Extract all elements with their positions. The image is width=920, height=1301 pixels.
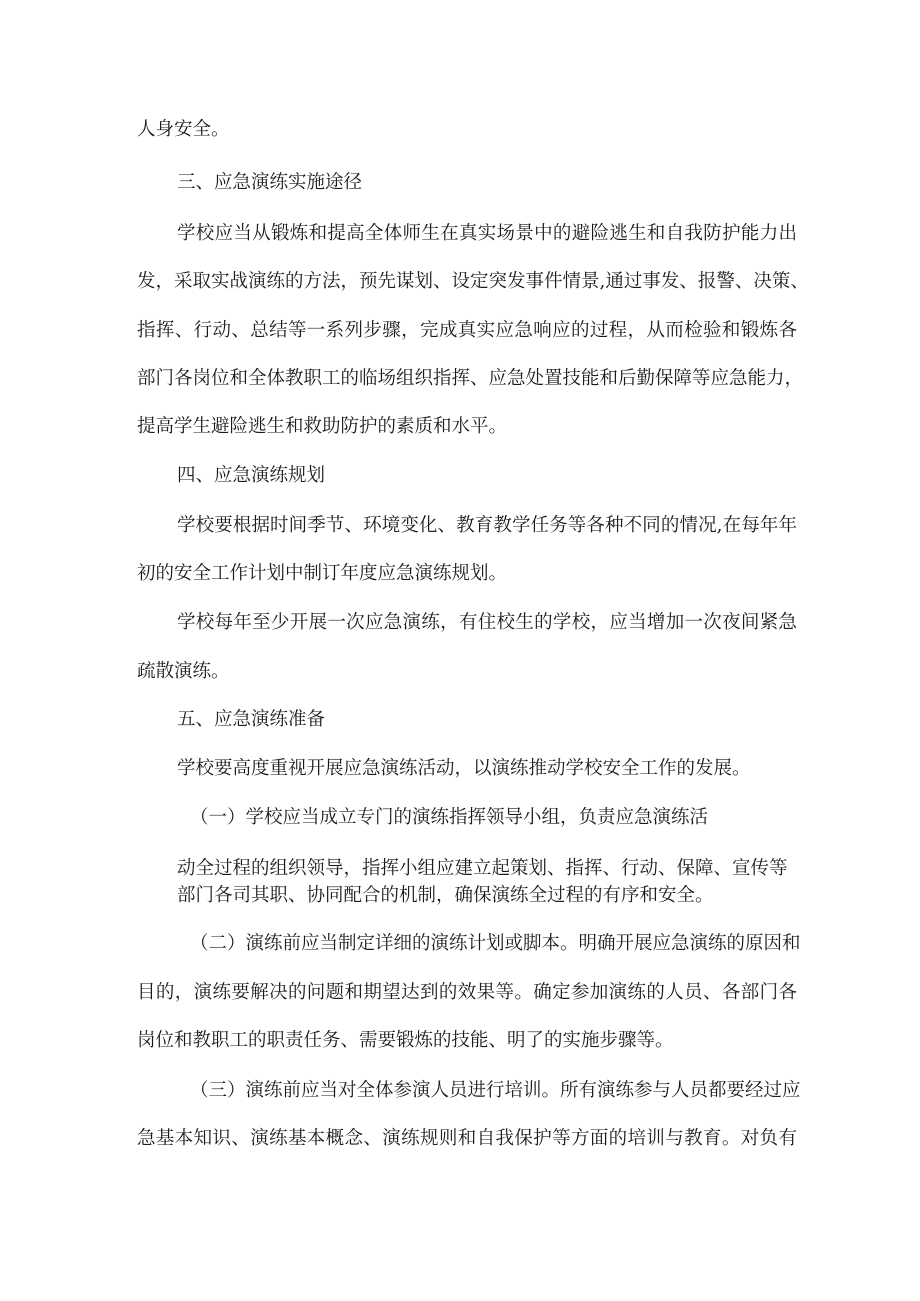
text-line: 急基本知识、演练基本概念、演练规则和自我保护等方面的培训与教育。对负有 — [137, 1128, 797, 1149]
section-heading: 三、应急演练实施途径 — [177, 172, 363, 193]
text-line: 部门各司其职、协同配合的机制，确保演练全过程的有序和安全。 — [177, 885, 714, 906]
text-line: 指挥、行动、总结等一系列步骤，完成真实应急响应的过程，从而检验和锻炼各 — [137, 320, 797, 341]
text-line: 初的安全工作计划中制订年度应急演练规划。 — [137, 563, 508, 584]
text-line: 部门各岗位和全体教职工的临场组织指挥、应急处置技能和后勤保障等应急能力， — [137, 368, 804, 389]
text-line: 提高学生避险逃生和救助防护的素质和水平。 — [137, 416, 508, 437]
text-line: （三）演练前应当对全体参演人员进行培训。所有演练参与人员都要经过应 — [190, 1080, 801, 1101]
text-line: 人身安全。 — [137, 119, 230, 140]
text-line: 动全过程的组织领导，指挥小组应建立起策划、指挥、行动、保障、宣传等 — [177, 858, 788, 879]
text-line: 学校应当从锻炼和提高全体师生在真实场景中的避险逃生和自我防护能力出 — [177, 223, 797, 244]
text-line: 岗位和教职工的职责任务、需要锻炼的技能、明了的实施步骤等。 — [137, 1030, 674, 1051]
text-line: （一）学校应当成立专门的演练指挥领导小组，负责应急演练活 — [190, 807, 709, 828]
text-line: 学校要高度重视开展应急演练活动，以演练推动学校安全工作的发展。 — [177, 758, 751, 779]
section-heading: 五、应急演练准备 — [177, 709, 326, 730]
text-line: 目的，演练要解决的问题和期望达到的效果等。确定参加演练的人员、各部门各 — [137, 982, 797, 1003]
text-line: 学校每年至少开展一次应急演练，有住校生的学校，应当增加一次夜间紧急 — [177, 612, 797, 633]
text-line: （二）演练前应当制定详细的演练计划或脚本。明确开展应急演练的原因和 — [190, 933, 801, 954]
section-heading: 四、应急演练规划 — [177, 465, 326, 486]
text-line: 发，采取实战演练的方法，预先谋划、设定突发事件情景,通过事发、报警、决策、 — [137, 271, 809, 292]
text-line: 学校要根据时间季节、环境变化、教育教学任务等各种不同的情况,在每年年 — [177, 515, 797, 536]
text-line: 疏散演练。 — [137, 661, 230, 682]
